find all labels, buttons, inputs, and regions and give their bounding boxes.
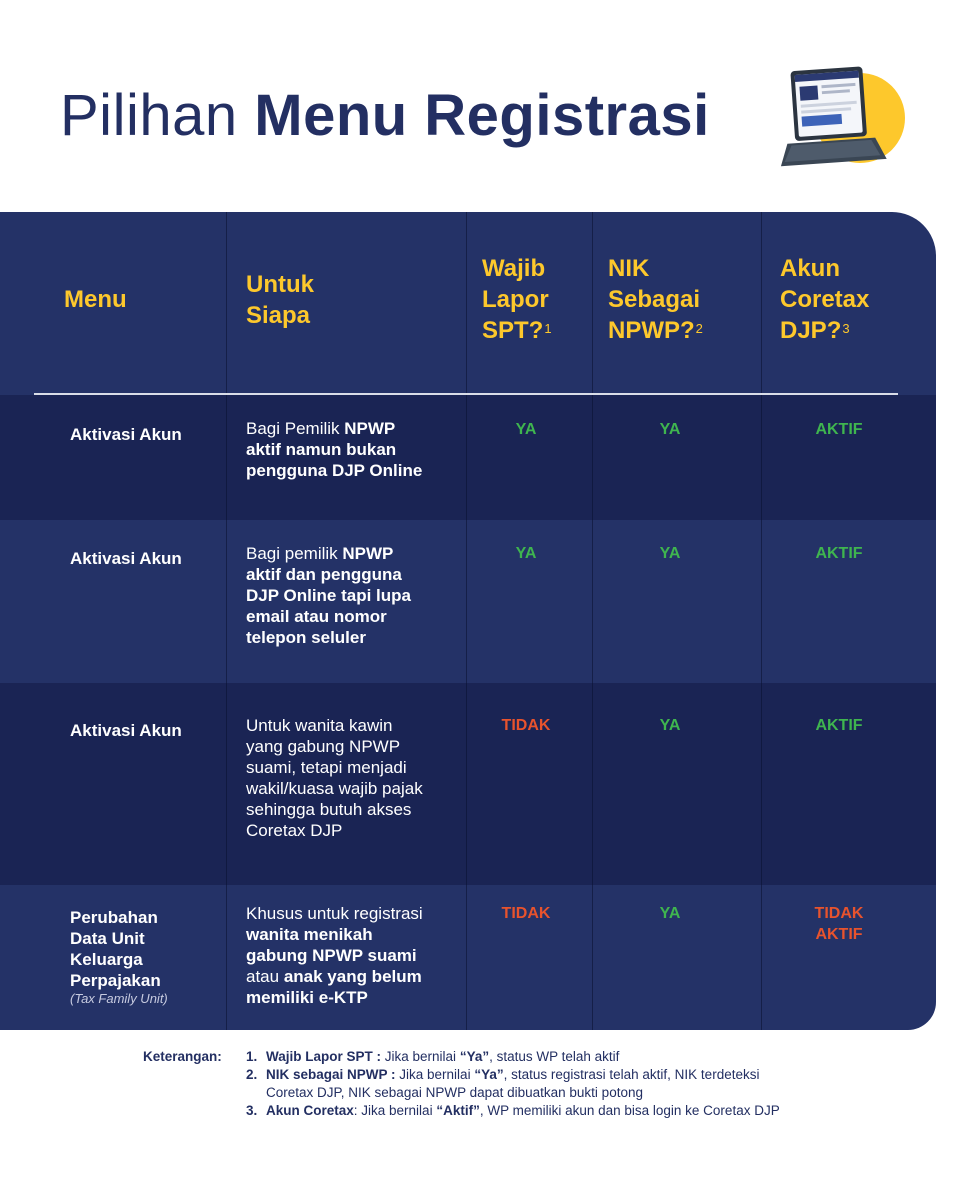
row-1-akun-status: AKTIF (815, 421, 863, 438)
header-akun-line: Akun (780, 255, 840, 282)
row-3-menu: Aktivasi Akun (70, 721, 182, 740)
row-3-nik-status: YA (659, 717, 681, 734)
footnote-marker: 3 (842, 321, 850, 336)
column-divider (592, 212, 593, 1030)
row-4-nik-status: YA (659, 905, 681, 922)
header-wajib-lapor (482, 253, 552, 346)
row-2-menu: Aktivasi Akun (70, 549, 182, 568)
header-nik-line: NPWP?$^2$ (608, 317, 703, 344)
header-untuk-siapa-line: Siapa (246, 302, 311, 329)
header-akun-coretax (780, 253, 869, 346)
header-nik-line: Sebagai (608, 286, 701, 313)
row-1-wajib-status: YA (515, 421, 537, 438)
row-2-akun-status: AKTIF (815, 545, 863, 562)
row-1-menu: Aktivasi Akun (70, 425, 182, 444)
row-2-description: Bagi pemilik NPWP aktif dan pengguna DJP Online tapi lupa email atau nomor telepon seluler (246, 544, 411, 647)
header-menu: Menu (64, 286, 127, 313)
legend-item-2-continued: Coretax DJP, NIK sebagai NPWP dapat dibuatkan bukti potong (266, 1085, 643, 1100)
row-3-wajib-status: TIDAK (501, 717, 551, 734)
header-untuk-siapa-line: Untuk (246, 271, 314, 298)
row-4-menu-subtitle: (Tax Family Unit) (70, 991, 168, 1006)
header-akun-line: Coretax (780, 286, 870, 313)
row-2-nik-status: YA (659, 545, 681, 562)
legend-item-2: 2. NIK sebagai NPWP : Jika bernilai “Ya”, status registrasi telah aktif, NIK terdeteksi (246, 1067, 760, 1082)
legend-item-3: 3. Akun Coretax: Jika bernilai “Aktif”, WP memiliki akun dan bisa login ke Coretax DJP (246, 1103, 780, 1118)
row-1-nik-status: YA (659, 421, 681, 438)
footnote-marker: 2 (695, 321, 703, 336)
row-2-wajib-status: YA (515, 545, 537, 562)
row-1-description: Bagi Pemilik NPWP aktif namun bukan pengguna DJP Online (246, 419, 423, 480)
registration-table (0, 212, 936, 1030)
header-untuk-siapa (246, 269, 314, 331)
page-title (60, 82, 710, 149)
title-bold: Menu Registrasi (254, 83, 710, 148)
laptop-illustration (780, 62, 905, 177)
footnote-marker: 1 (544, 321, 552, 336)
legend-label: Keterangan: (143, 1049, 222, 1064)
row-3-background (0, 683, 936, 885)
row-1-background (0, 395, 936, 520)
row-4-description: Khusus untuk registrasi wanita menikah gabung NPWP suami atau anak yang belum memiliki e-KTP (246, 904, 423, 1007)
column-divider (226, 212, 227, 1030)
header-nik-line: NIK (608, 255, 650, 282)
row-3-description: Untuk wanita kawin yang gabung NPWP suami, tetapi menjadi wakil/kuasa wajib pajak sehingga butuh akses Coretax DJP (246, 716, 423, 840)
header-wajib-line: Lapor (482, 286, 549, 313)
header-wajib-line: Wajib (482, 255, 546, 282)
row-4-akun-status: TIDAK AKTIF (814, 905, 864, 943)
header-wajib-line: SPT?$^1$ (482, 317, 552, 344)
header-nik-npwp (608, 253, 703, 346)
row-4-wajib-status: TIDAK (501, 905, 551, 922)
legend-item-1: 1. Wajib Lapor SPT : Jika bernilai “Ya”, status WP telah aktif (246, 1049, 620, 1064)
header-akun-line: DJP?$^3$ (780, 317, 850, 344)
row-4-menu: Perubahan Data Unit Keluarga Perpajakan (Tax Family Unit) (70, 908, 168, 1006)
row-3-akun-status: AKTIF (815, 717, 863, 734)
column-divider (761, 212, 762, 1030)
header-divider (34, 393, 898, 395)
title-light: Pilihan (60, 83, 238, 148)
